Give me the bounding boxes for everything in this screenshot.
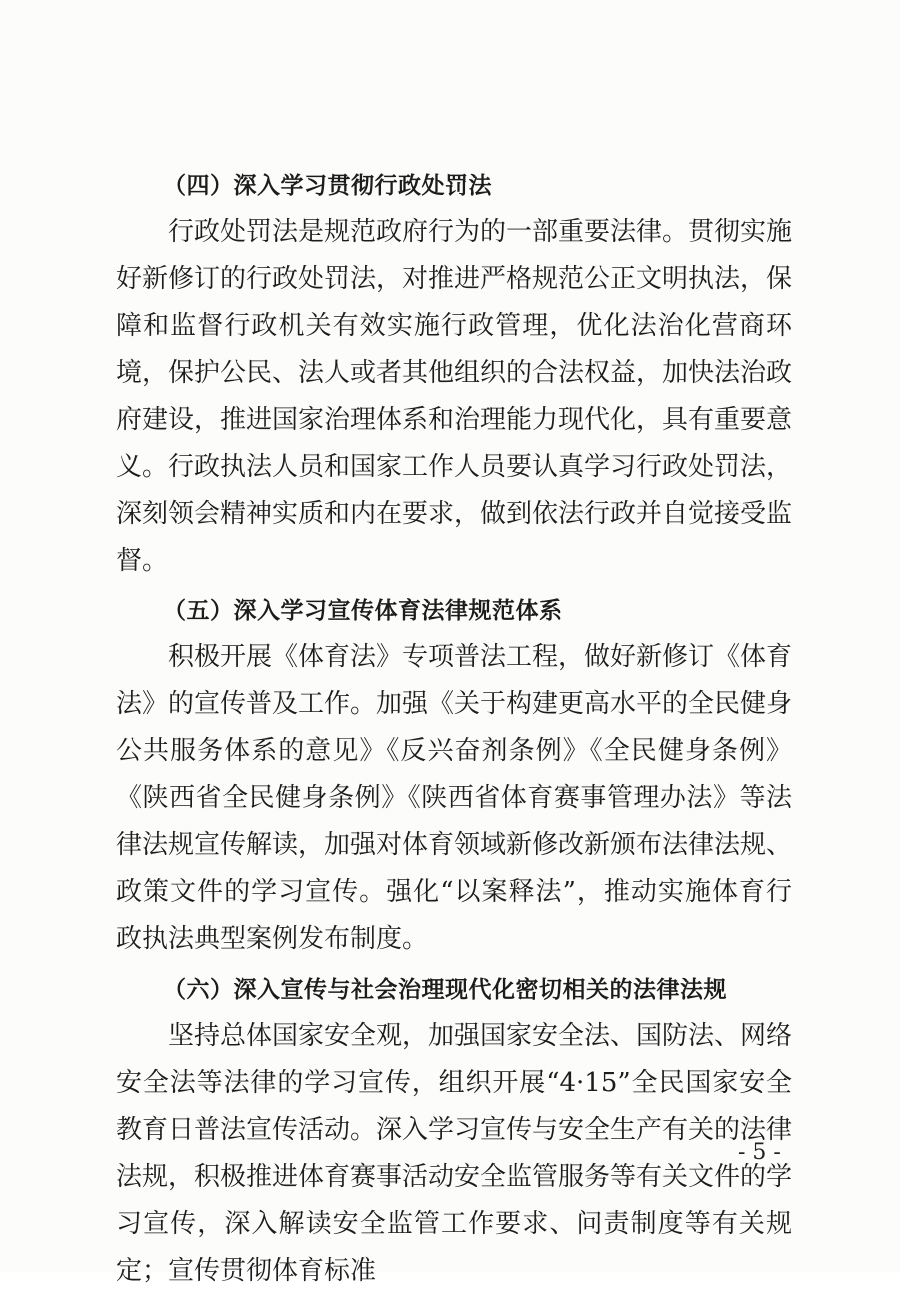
section-paragraph-6: 坚持总体国家安全观，加强国家安全法、国防法、网络安全法等法律的学习宣传，组织开展“4·15”全民国家安全教育日普法宣传活动。深入学习宣传与安全生产有关的法律法规，积极推进体育赛事活动安全监管服务等有关文件的学习宣传，深入解读安全监管工作要求、问责制度等有关规定；宣传贯彻体育标准: [116, 1021, 793, 1286]
section-heading-5: （五）深入学习宣传体育法律规范体系: [163, 598, 563, 624]
document-body: [116, 163, 792, 1295]
section-heading-6: （六）深入宣传与社会治理现代化密切相关的法律法规: [163, 977, 727, 1003]
section-paragraph-4: 行政处罚法是规范政府行为的一部重要法律。贯彻实施好新修订的行政处罚法，对推进严格规范公正文明执法，保障和监督行政机关有效实施行政管理，优化法治化营商环境，保护公民、法人或者其他组织的合法权益，加快法治政府建设，推进国家治理体系和治理能力现代化，具有重要意义。行政执法人员和国家工作人员要认真学习行政处罚法，深刻领会精神实质和内在要求，做到依法行政并自觉接受监督。: [116, 217, 793, 576]
section-heading-4: （四）深入学习贯彻行政处罚法: [163, 173, 492, 199]
page-number: - 5 -: [738, 1140, 781, 1165]
section-paragraph-5: 积极开展《体育法》专项普法工程，做好新修订《体育法》的宣传普及工作。加强《关于构建更高水平的全民健身公共服务体系的意见》《反兴奋剂条例》《全民健身条例》《陕西省全民健身条例》《陕西省体育赛事管理办法》等法律法规宣传解读，加强对体育领域新修改新颁布法律法规、政策文件的学习宣传。强化“以案释法”，推动实施体育行政执法典型案例发布制度。: [116, 642, 793, 954]
